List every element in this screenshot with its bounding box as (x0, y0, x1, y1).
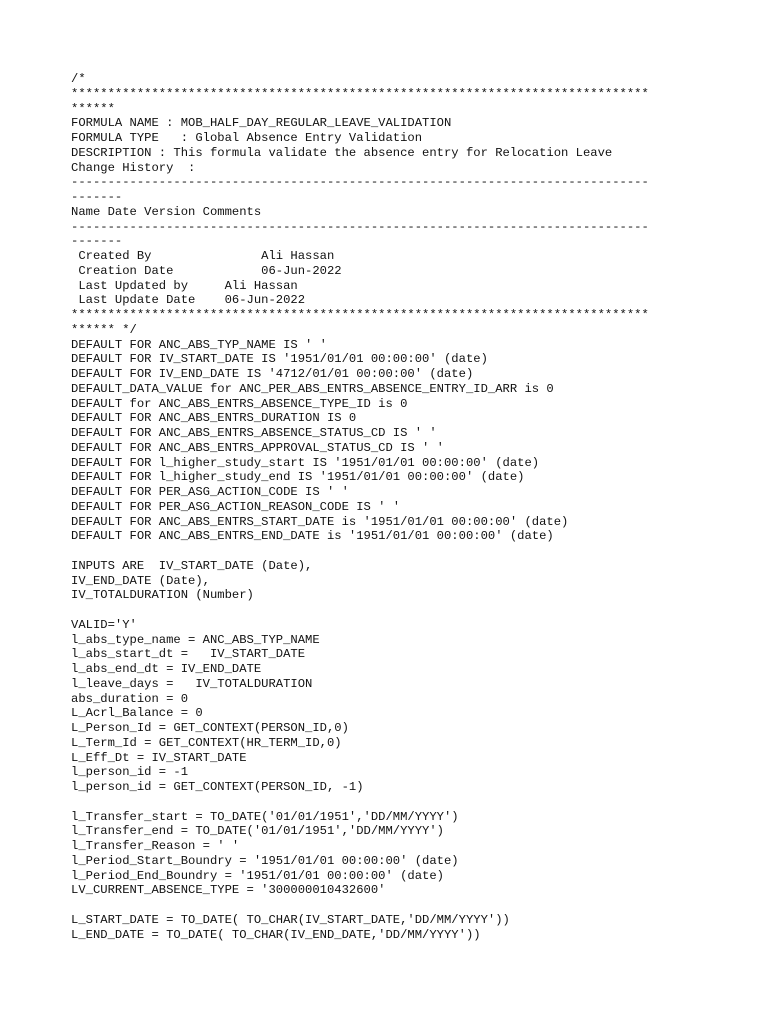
code-line: l_Period_End_Boundry = '1951/01/01 00:00:00' (date) (71, 868, 444, 883)
code-line: L_Eff_Dt = IV_START_DATE (71, 750, 247, 765)
code-line: L_Acrl_Balance = 0 (71, 706, 203, 721)
blank-line (71, 898, 711, 913)
created-by-line: Created By Ali Hassan (71, 249, 335, 263)
dash-separator-wrap: ------- (71, 234, 123, 249)
code-line: DEFAULT FOR l_higher_study_start IS '1951/01/01 00:00:00' (date) (71, 455, 540, 470)
code-line: DEFAULT FOR ANC_ABS_TYP_NAME IS ' ' (71, 337, 327, 352)
asterisk-separator-wrap: ****** (71, 101, 115, 116)
comment-close: ****** */ (71, 322, 137, 337)
change-history-line: Change History : (71, 160, 196, 175)
code-line: l_Transfer_Reason = ' ' (71, 839, 240, 853)
code-line: DEFAULT_DATA_VALUE for ANC_PER_ABS_ENTRS_ABSENCE_ENTRY_ID_ARR is 0 (71, 381, 554, 396)
formula-name-line: FORMULA NAME : MOB_HALF_DAY_REGULAR_LEAVE_VALIDATION (71, 116, 452, 131)
code-document (71, 72, 711, 942)
code-line: l_Period_Start_Boundry = '1951/01/01 00:00:00' (date) (71, 853, 459, 868)
history-header-line: Name Date Version Comments (71, 204, 262, 219)
code-line: DEFAULT FOR ANC_ABS_ENTRS_DURATION IS 0 (71, 411, 357, 426)
dash-separator-wrap: ------- (71, 190, 123, 204)
blank-line (71, 603, 711, 618)
code-line: L_Person_Id = GET_CONTEXT(PERSON_ID,0) (71, 721, 349, 735)
code-line: IV_END_DATE (Date), (71, 573, 210, 588)
code-line: DEFAULT FOR PER_ASG_ACTION_CODE IS ' ' (71, 485, 349, 499)
code-line: INPUTS ARE IV_START_DATE (Date), (71, 558, 313, 573)
formula-type-line: FORMULA TYPE : Global Absence Entry Validation (71, 131, 423, 145)
code-line: l_Transfer_end = TO_DATE('01/01/1951','DD/MM/YYYY') (71, 824, 444, 839)
creation-date-line: Creation Date 06-Jun-2022 (71, 263, 342, 278)
dash-separator: ------------------------------------------------------------------------------- (71, 175, 649, 190)
code-line: l_abs_end_dt = IV_END_DATE (71, 662, 262, 676)
code-line: L_END_DATE = TO_DATE( TO_CHAR(IV_END_DATE,'DD/MM/YYYY')) (71, 927, 481, 942)
code-line: DEFAULT FOR IV_END_DATE IS '4712/01/01 00:00:00' (date) (71, 367, 474, 381)
code-line: L_START_DATE = TO_DATE( TO_CHAR(IV_START_DATE,'DD/MM/YYYY')) (71, 912, 510, 927)
code-line: DEFAULT FOR ANC_ABS_ENTRS_APPROVAL_STATUS_CD IS ' ' (71, 440, 444, 455)
code-line: DEFAULT for ANC_ABS_ENTRS_ABSENCE_TYPE_ID is 0 (71, 396, 408, 411)
dash-separator: ------------------------------------------------------------------------------- (71, 219, 649, 234)
blank-line (71, 795, 711, 810)
code-line: l_leave_days = IV_TOTALDURATION (71, 676, 313, 691)
asterisk-separator: ******************************************************************************* (71, 86, 649, 101)
code-line: l_abs_type_name = ANC_ABS_TYP_NAME (71, 632, 320, 647)
code-line: l_person_id = -1 (71, 765, 189, 780)
code-line: l_abs_start_dt = IV_START_DATE (71, 647, 306, 662)
code-line: DEFAULT FOR ANC_ABS_ENTRS_START_DATE is '1951/01/01 00:00:00' (date) (71, 514, 569, 529)
code-line: DEFAULT FOR ANC_ABS_ENTRS_END_DATE is '1951/01/01 00:00:00' (date) (71, 529, 554, 544)
last-update-date-line: Last Update Date 06-Jun-2022 (71, 293, 306, 308)
description-line: DESCRIPTION : This formula validate the absence entry for Relocation Leave (71, 145, 613, 160)
asterisk-separator: ******************************************************************************* (71, 308, 649, 322)
code-line: IV_TOTALDURATION (Number) (71, 588, 254, 603)
code-line: DEFAULT FOR PER_ASG_ACTION_REASON_CODE IS ' ' (71, 499, 401, 514)
last-updated-by-line: Last Updated by Ali Hassan (71, 278, 298, 293)
comment-open: /* (71, 72, 86, 86)
code-line: LV_CURRENT_ABSENCE_TYPE = '300000010432600' (71, 883, 386, 898)
code-line: l_person_id = GET_CONTEXT(PERSON_ID, -1) (71, 780, 364, 794)
code-line: l_Transfer_start = TO_DATE('01/01/1951','DD/MM/YYYY') (71, 809, 459, 824)
code-line: L_Term_Id = GET_CONTEXT(HR_TERM_ID,0) (71, 735, 342, 750)
code-line: abs_duration = 0 (71, 691, 189, 706)
blank-line (71, 544, 711, 559)
code-line: DEFAULT FOR ANC_ABS_ENTRS_ABSENCE_STATUS_CD IS ' ' (71, 426, 437, 440)
code-line: DEFAULT FOR IV_START_DATE IS '1951/01/01 00:00:00' (date) (71, 352, 488, 367)
code-line: DEFAULT FOR l_higher_study_end IS '1951/01/01 00:00:00' (date) (71, 470, 525, 485)
code-line: VALID='Y' (71, 617, 137, 632)
